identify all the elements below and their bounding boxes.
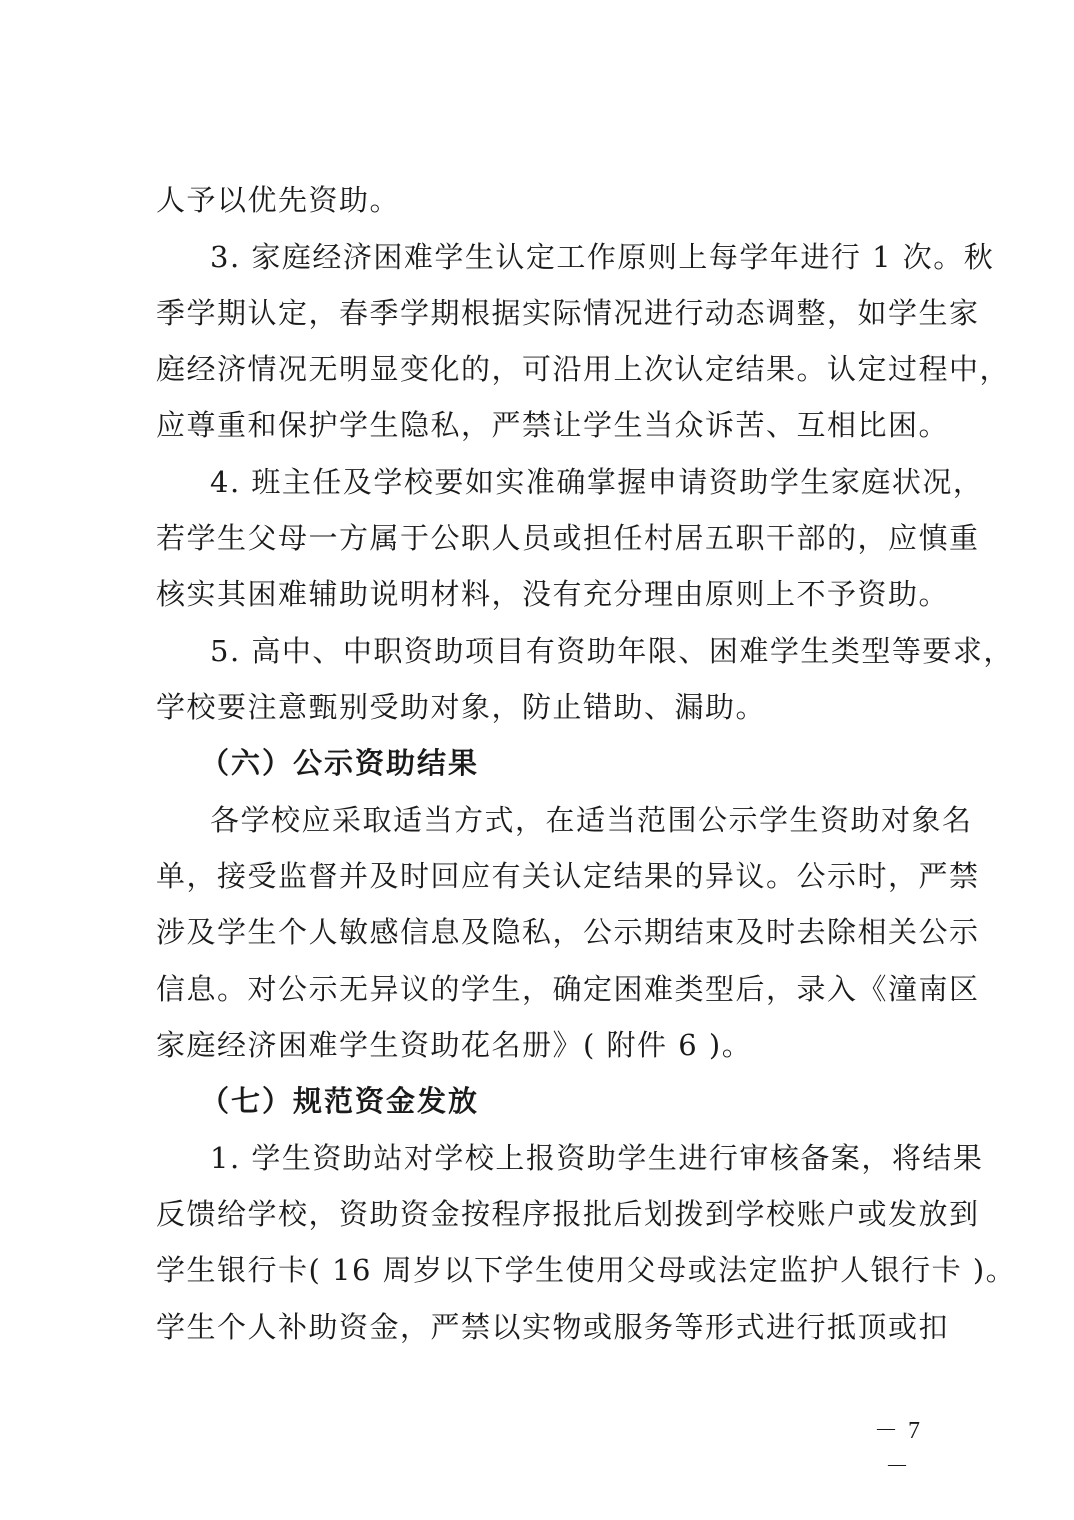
paragraph-line: 单，接受监督并及时回应有关认定结果的异议。公示时，严禁	[156, 859, 980, 893]
paragraph-line: 学生银行卡( 16 周岁以下学生使用父母或法定监护人银行卡 )。	[156, 1253, 1017, 1287]
paragraph-line: 学校要注意甄别受助对象，防止错助、漏助。	[156, 690, 767, 724]
paragraph-line: 庭经济情况无明显变化的，可沿用上次认定结果。认定过程中，	[156, 352, 1011, 386]
paragraph-line: 若学生父母一方属于公职人员或担任村居五职干部的，应慎重	[156, 521, 980, 555]
paragraph-line: 核实其困难辅助说明材料，没有充分理由原则上不予资助。	[156, 577, 950, 611]
paragraph-line: 各学校应采取适当方式，在适当范围公示学生资助对象名	[210, 803, 973, 837]
paragraph-line: 人予以优先资助。	[156, 183, 401, 217]
paragraph-line: 学生个人补助资金，严禁以实物或服务等形式进行抵顶或扣	[156, 1310, 950, 1344]
paragraph-line: 信息。对公示无异议的学生，确定困难类型后，录入《潼南区	[156, 972, 980, 1006]
paragraph-line: 涉及学生个人敏感信息及隐私，公示期结束及时去除相关公示	[156, 915, 980, 949]
paragraph-line: 1. 学生资助站对学校上报资助学生进行审核备案，将结果	[210, 1141, 984, 1175]
paragraph-line: 5. 高中、中职资助项目有资助年限、困难学生类型等要求，	[210, 634, 1014, 668]
paragraph-line: 3. 家庭经济困难学生认定工作原则上每学年进行 1 次。秋	[210, 240, 995, 274]
paragraph-line: 反馈给学校，资助资金按程序报批后划拨到学校账户或发放到	[156, 1197, 980, 1231]
paragraph-line: 4. 班主任及学校要如实准确掌握申请资助学生家庭状况，	[210, 465, 984, 499]
paragraph-line: 季学期认定，春季学期根据实际情况进行动态调整，如学生家	[156, 296, 980, 330]
section-heading: （七）规范资金发放	[200, 1084, 480, 1118]
section-heading: （六）公示资助结果	[200, 746, 480, 780]
paragraph-line: 应尊重和保护学生隐私，严禁让学生当众诉苦、互相比困。	[156, 408, 950, 442]
paragraph-line: 家庭经济困难学生资助花名册》( 附件 6 )。	[156, 1028, 753, 1062]
page-number: － 7 －	[874, 1418, 922, 1480]
